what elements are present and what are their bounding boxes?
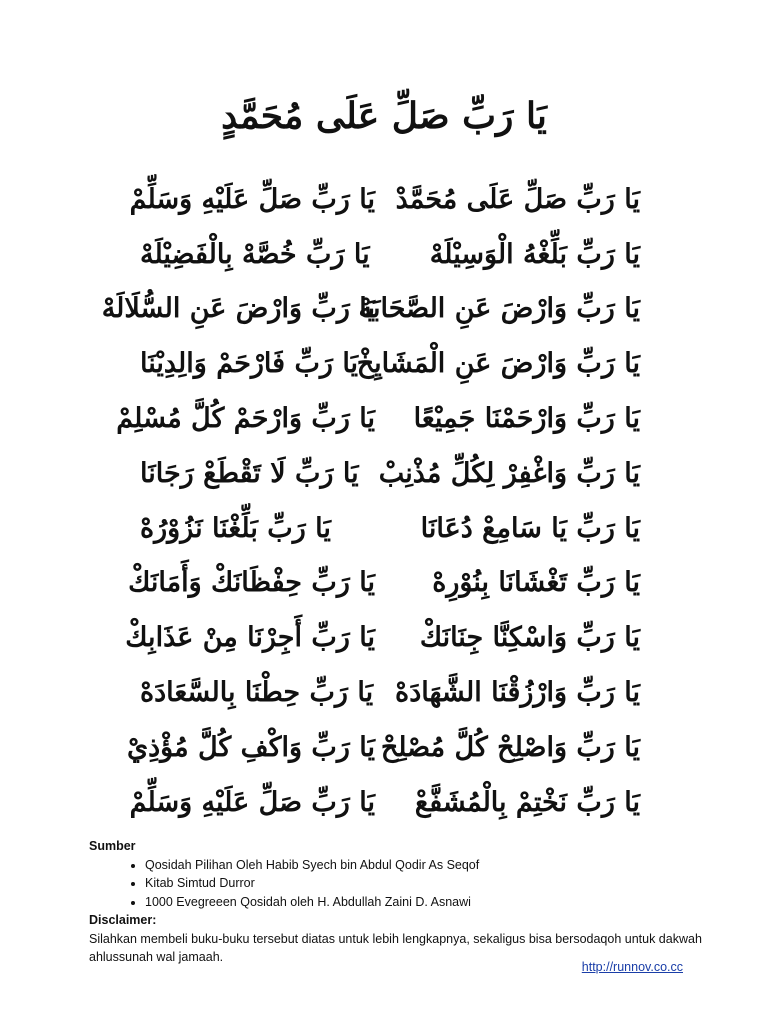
verse-second-half: يَا رَبِّ صَلِّ عَلَيْهِ وَسَلِّمْ	[129, 786, 375, 818]
verse-second-half: يَا رَبِّ صَلِّ عَلَيْهِ وَسَلِّمْ	[129, 183, 375, 215]
verse-row	[140, 227, 640, 282]
verse-second-half: يَا رَبِّ حِطْنَا بِالسَّعَادَهْ	[140, 677, 374, 709]
verse-second-half: يَا رَبِّ وَاكْفِ كُلَّ مُؤْذِيْ	[126, 731, 375, 763]
verse-first-half: يَا رَبِّ وَاصْلِحْ كُلَّ مُصْلِحْ	[380, 731, 640, 763]
verse-row	[129, 172, 640, 227]
verse-row	[125, 610, 640, 665]
source-item: • 1000 Evegreeen Qosidah oleh H. Abdullah Zaini D. Asnawi	[145, 893, 709, 912]
verse-first-half: يَا رَبِّ صَلِّ عَلَى مُحَمَّدْ	[395, 183, 640, 215]
verse-row	[126, 720, 640, 775]
source-heading: Sumber	[89, 839, 136, 853]
verse-row	[128, 556, 640, 611]
verse-first-half: يَا رَبِّ وَارْضَ عَنِ الْمَشَايِخْ	[356, 348, 640, 380]
verse-second-half: يَا رَبِّ وَارْضَ عَنِ السُّلَالَهْ	[101, 293, 375, 325]
poem-title: يَا رَبِّ صَلِّ عَلَى مُحَمَّدٍ	[221, 95, 547, 137]
verse-row	[116, 391, 640, 446]
verse-first-half: يَا رَبِّ وَاسْكِنَّا جِنَانَكْ	[419, 622, 640, 654]
verse-first-half: يَا رَبِّ يَا سَامِعْ دُعَانَا	[420, 512, 640, 544]
source-item: • Qosidah Pilihan Oleh Habib Syech bin Abdul Qodir As Seqof	[145, 856, 709, 875]
verse-row	[140, 336, 640, 391]
verse-row	[140, 501, 640, 556]
verse-row	[140, 446, 640, 501]
verse-second-half: يَا رَبِّ فَارْحَمْ وَالِدِيْنَا	[140, 348, 359, 380]
verse-second-half: يَا رَبِّ لَا تَقْطَعْ رَجَانَا	[140, 457, 359, 489]
disclaimer-heading: Disclaimer:	[89, 913, 157, 927]
website-link[interactable]: http://runnov.co.cc	[581, 960, 683, 974]
verse-second-half: يَا رَبِّ خُصَّهْ بِالْفَضِيْلَهْ	[140, 238, 370, 270]
verse-second-half: يَا رَبِّ بَلِّغْنَا نَزُوْرُهْ	[140, 512, 331, 544]
verse-first-half: يَا رَبِّ وَارْضَ عَنِ الصَّحَابَهْ	[358, 293, 640, 325]
verse-row	[140, 665, 640, 720]
verse-first-half: يَا رَبِّ بَلِّغْهُ الْوَسِيْلَهْ	[429, 238, 640, 270]
notes-section	[89, 837, 709, 967]
verse-first-half: يَا رَبِّ نَخْتِمْ بِالْمُشَفَّعْ	[414, 786, 640, 818]
verse-first-half: يَا رَبِّ تَغْشَانَا بِنُوْرِهْ	[432, 567, 640, 599]
verse-second-half: يَا رَبِّ أَجِرْنَا مِنْ عَذَابِكْ	[125, 622, 375, 654]
verse-second-half: يَا رَبِّ وَارْحَمْ كُلَّ مُسْلِمْ	[116, 403, 375, 435]
verse-row	[101, 282, 640, 337]
source-list	[89, 856, 709, 912]
verse-row	[129, 775, 640, 830]
disclaimer-text: Silahkan membeli buku-buku tersebut diatas untuk lebih lengkapnya, sekaligus bisa bersodaqoh untuk dakwah ahlussunah wal jamaah.	[89, 931, 702, 964]
verse-first-half: يَا رَبِّ وَارْحَمْنَا جَمِيْعًا	[413, 403, 640, 435]
verse-first-half: يَا رَبِّ وَاغْفِرْ لِكُلِّ مُذْنِبْ	[378, 457, 640, 489]
source-item: • Kitab Simtud Durror	[145, 874, 709, 893]
verse-first-half: يَا رَبِّ وَارْزُقْنَا الشَّهَادَهْ	[395, 677, 640, 709]
poem-verses	[101, 172, 640, 830]
verse-second-half: يَا رَبِّ حِفْظَانَكْ وَأَمَانَكْ	[128, 567, 375, 599]
